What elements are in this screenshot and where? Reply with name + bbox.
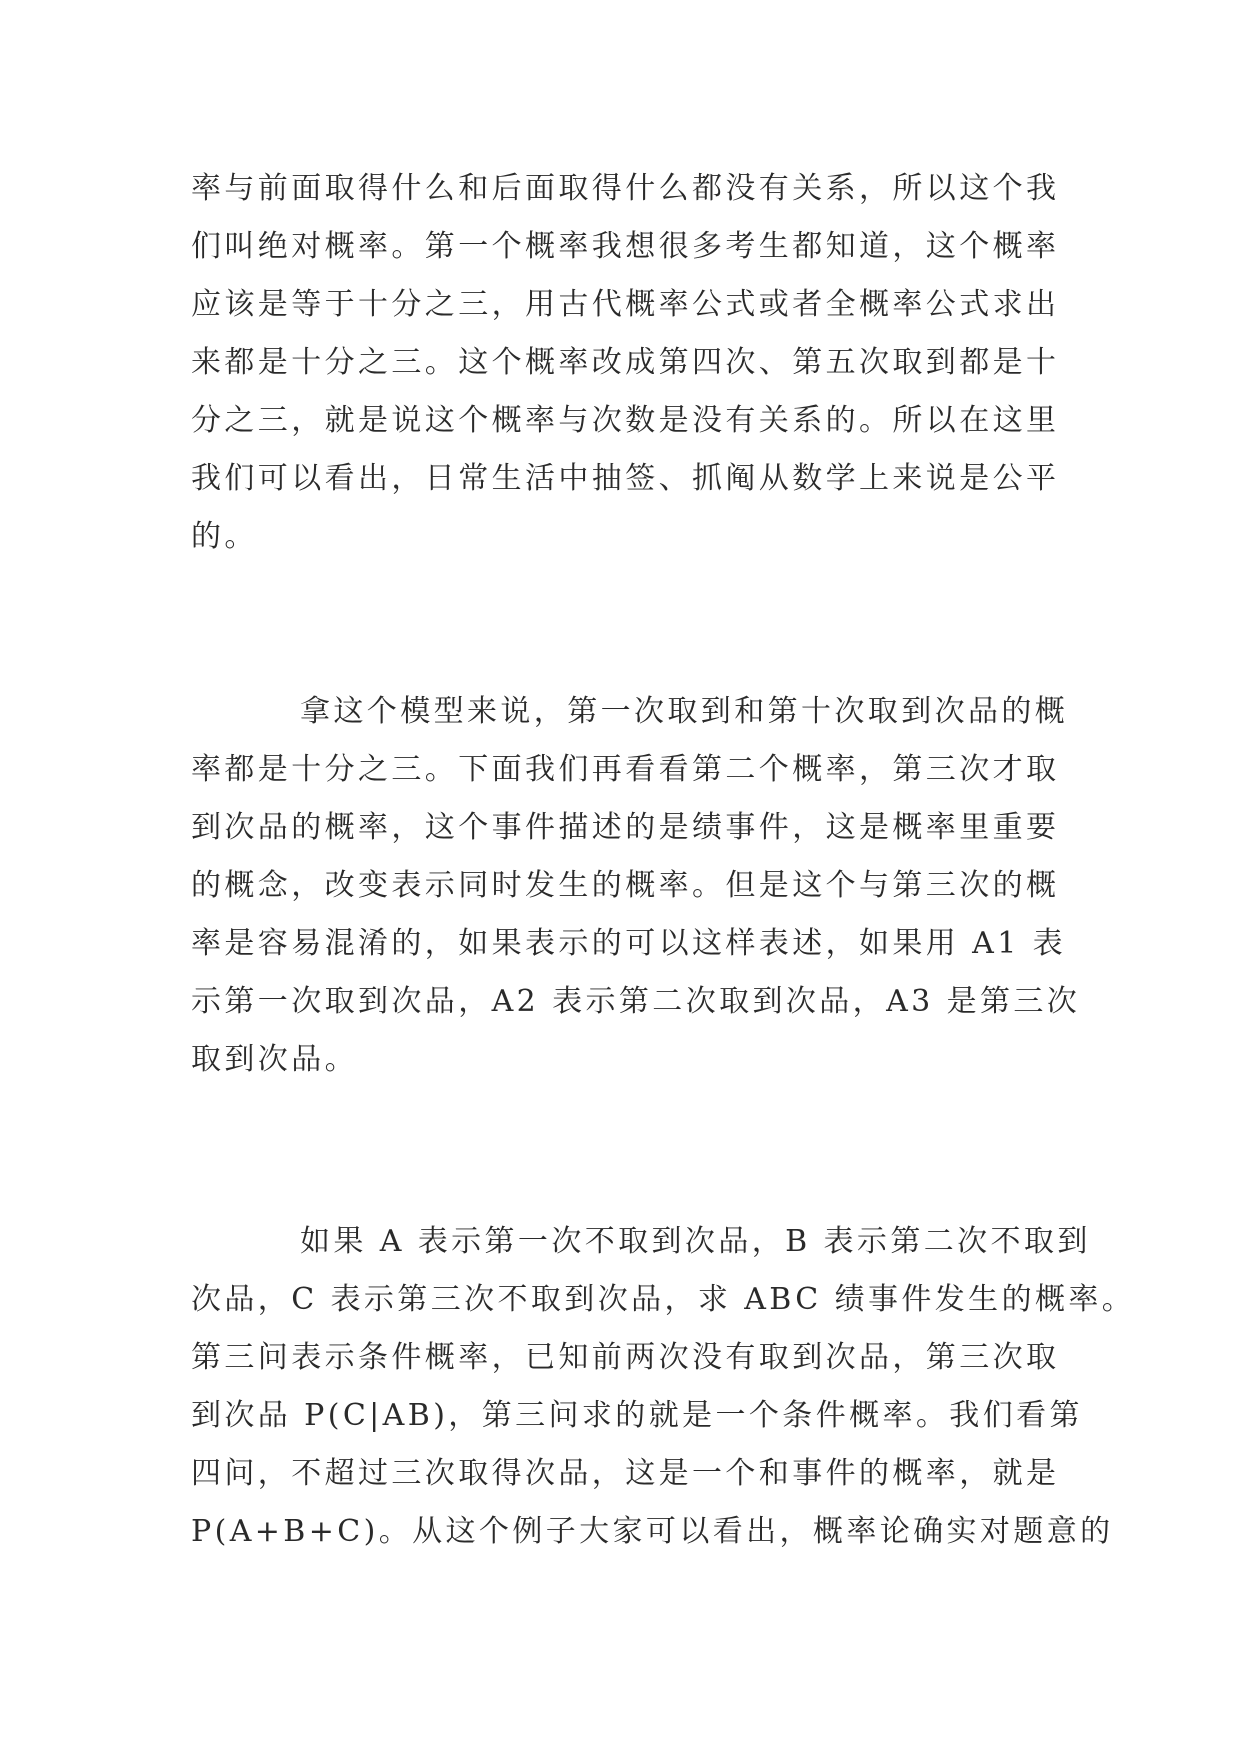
text-line: 示第一次取到次品，A2 表示第二次取到次品，A3 是第三次 [191,984,1081,1019]
text-line: 取到次品。 [191,1042,358,1077]
text-line: 分之三，就是说这个概率与次数是没有关系的。所以在这里 [191,403,1060,438]
paragraph-3 [191,1213,1136,1561]
text-line: 的。 [191,519,258,554]
text-line: 率都是十分之三。下面我们再看看第二个概率，第三次才取 [191,752,1060,787]
text-line: 的概念，改变表示同时发生的概率。但是这个与第三次的概 [191,868,1060,903]
text-line: P(A+B+C)。从这个例子大家可以看出，概率论确实对题意的 [191,1514,1114,1549]
paragraph-1 [191,160,1060,566]
text-line: 率与前面取得什么和后面取得什么都没有关系，所以这个我 [191,171,1060,206]
text-line: 到次品 P(C|AB)，第三问求的就是一个条件概率。我们看第 [191,1398,1083,1433]
text-line: 我们可以看出，日常生活中抽签、抓阄从数学上来说是公平 [191,461,1060,496]
paragraph-2 [191,683,1081,1089]
text-line-indented: 如果 A 表示第一次不取到次品，B 表示第二次不取到 [300,1224,1091,1259]
text-line: 次品，C 表示第三次不取到次品，求 ABC 绩事件发生的概率。 [191,1282,1136,1317]
text-line: 率是容易混淆的，如果表示的可以这样表述，如果用 A1 表 [191,926,1067,961]
text-line: 第三问表示条件概率，已知前两次没有取到次品，第三次取 [191,1340,1060,1375]
text-line-indented: 拿这个模型来说，第一次取到和第十次取到次品的概 [300,694,1069,729]
text-line: 应该是等于十分之三，用古代概率公式或者全概率公式求出 [191,287,1060,322]
text-line: 来都是十分之三。这个概率改成第四次、第五次取到都是十 [191,345,1060,380]
text-line: 到次品的概率，这个事件描述的是绩事件，这是概率里重要 [191,810,1060,845]
text-line: 们叫绝对概率。第一个概率我想很多考生都知道，这个概率 [191,229,1060,264]
text-line: 四问，不超过三次取得次品，这是一个和事件的概率，就是 [191,1456,1060,1491]
